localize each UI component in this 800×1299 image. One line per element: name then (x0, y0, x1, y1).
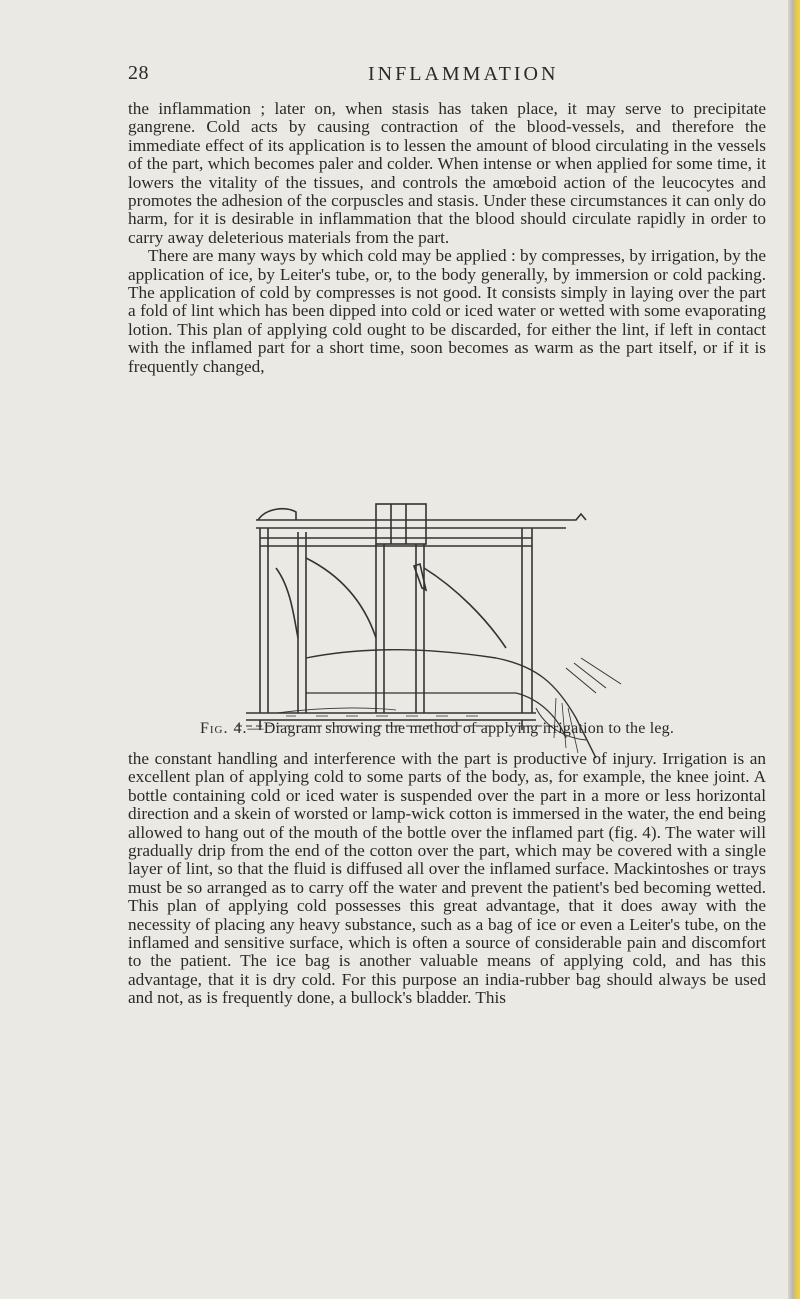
page-edge-gilt (788, 0, 800, 1299)
text-block-top (128, 100, 766, 376)
running-title: INFLAMMATION (368, 63, 559, 85)
figure-caption (200, 720, 740, 738)
figure-caption-text: —Diagram showing the method of applying irrigation to the leg. (247, 720, 675, 737)
page-number: 28 (128, 62, 149, 84)
text-block-bottom (128, 750, 766, 1008)
paragraph: the constant handling and interference with the part is productive of injury. Irrigation is an excellent plan of applying cold to some parts of the body, as, for example, the knee joint. A bottle containing cold or iced water is suspended over the part in a more or less horizontal direction and a skein of worsted or lamp-wick cotton is immersed in the water, the end being allowed to hang out of the mouth of the bottle over the inflamed part (fig. 4). The water will gradually drip from the end of the cotton over the part, which may be covered with a single layer of lint, so that the fluid is diffused all over the inflamed surface. Mackintoshes or trays must be so arranged as to carry off the water and prevent the patient's bed becoming wetted. This plan of applying cold possesses this great advantage, that it does away with the necessity of placing any heavy substance, such as a bag of ice or even a Leiter's tube, on the inflamed and sensitive surface, which is often a source of considerable pain and discomfort to the patient. The ice bag is another valuable means of applying cold, and has this advantage, that it is dry cold. For this purpose an india-rubber bag should always be used and not, as is frequently done, a bullock's bladder. This (128, 749, 766, 1008)
running-head (128, 62, 768, 92)
paragraph: the inflammation ; later on, when stasis has taken place, it may serve to precipitate gangrene. Cold acts by causing contraction of the blood-vessels, and therefore the immediate effect of its application is to lessen the amount of blood circulating in the vessels of the part, which becomes paler and colder. When intense or when applied for some time, it lowers the vitality of the tissues, and controls the amœboid action of the leucocytes and promotes the adhesion of the corpuscles and stasis. Under these circumstances it can only do harm, for it is desirable in inflammation that the blood should circulate rapidly in order to carry away deleterious materials from the part. (128, 99, 766, 247)
paragraph: There are many ways by which cold may be applied : by compresses, by irrigation, by the application of ice, by Leiter's tube, or, to the body generally, by immersion or cold packing. The application of cold by compresses is not good. It consists simply in laying over the part a fold of lint which has been dipped into cold or iced water or wetted with some evaporating lotion. This plan of applying cold ought to be discarded, for either the lint, if left in contact with the inflamed part for a short time, soon becomes as warm as the part itself, or if it is frequently changed, (128, 246, 766, 376)
figure-label: Fig. 4. (200, 720, 248, 737)
